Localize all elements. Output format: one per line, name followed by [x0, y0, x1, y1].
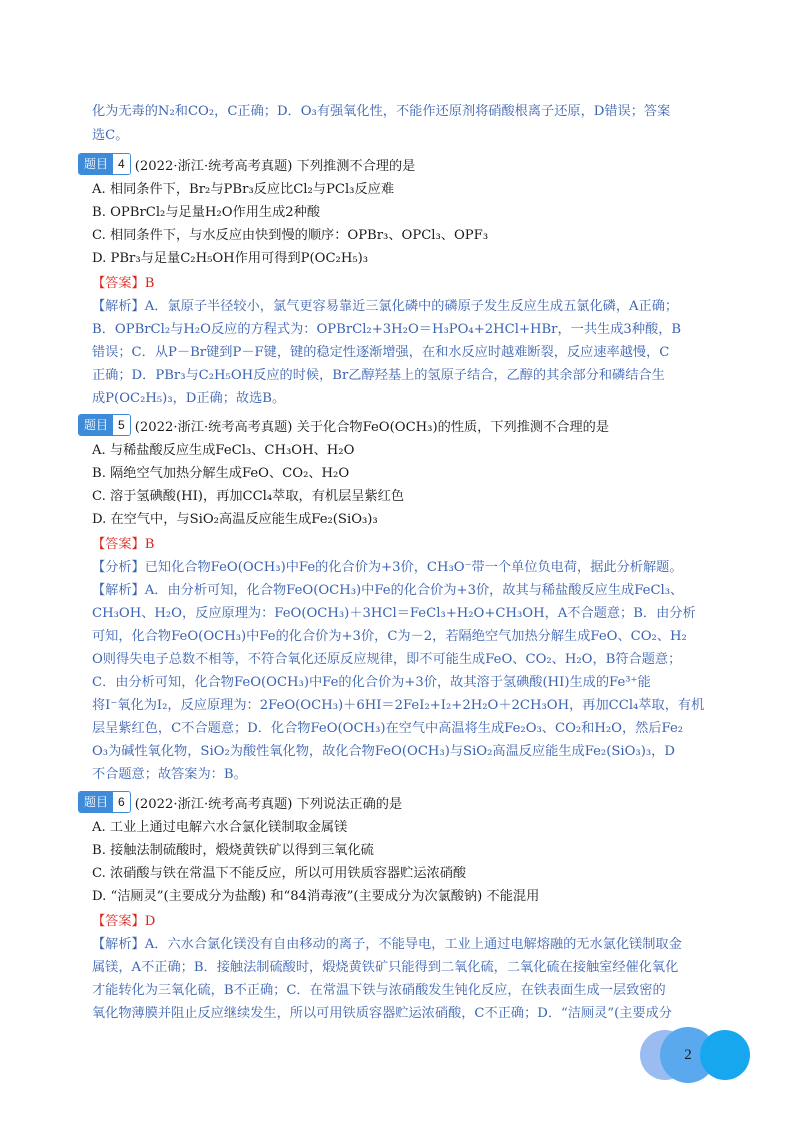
analysis-line: 【解析】A．六水合氯化镁没有自由移动的离子，不能导电，工业上通过电解熔融的无水氯化镁制取金 [92, 937, 682, 952]
option-a: A. 相同条件下，Br₂与PBr₃反应比Cl₂与PCl₃反应难 [92, 182, 395, 197]
option-d: D. PBr₃与足量C₂H₅OH作用可得到P(OC₂H₅)₃ [92, 251, 369, 266]
option-a: A. 与稀盐酸反应生成FeCl₃、CH₃OH、H₂O [92, 443, 355, 458]
analysis-line: 【解析】A．由分析可知，化合物FeO(OCH₃)中Fe的化合价为+3价，故其与稀盐酸反应生成FeCl₃、 [92, 583, 684, 598]
question-stem: (2022·浙江·统考高考真题) 下列推测不合理的是 [134, 158, 416, 174]
analysis-line: 成P(OC₂H₅)₃，D正确；故选B。 [92, 391, 286, 406]
analysis-line: C．由分析可知，化合物FeO(OCH₃)中Fe的化合价为+3价，故其溶于氢碘酸(HI)生成的Fe³⁺能 [92, 675, 651, 690]
intro-line-1: 化为无毒的N₂和CO₂，C正确；D．O₃有强氧化性，不能作还原剂将硝酸根离子还原，D错误；答案 [92, 104, 671, 119]
question-badge-number: 6 [113, 792, 130, 812]
analysis-line: 才能转化为三氧化硫，B不正确；C．在常温下铁与浓硝酸发生钝化反应，在铁表面生成一层致密的 [92, 983, 666, 998]
answer: 【答案】B [92, 276, 155, 291]
analysis-line: 【解析】A．氯原子半径较小，氯气更容易靠近三氯化磷中的磷原子发生反应生成五氯化磷，A正确； [92, 299, 679, 314]
question-badge-number: 4 [113, 154, 130, 174]
question-5-header [78, 415, 609, 435]
option-a: A. 工业上通过电解六水合氯化镁制取金属镁 [92, 820, 348, 835]
option-c: C. 相同条件下，与水反应由快到慢的顺序：OPBr₃、OPCl₃、OPF₃ [92, 228, 489, 243]
page-badge-right-circle [700, 1030, 750, 1080]
question-stem: (2022·浙江·统考高考真题) 关于化合物FeO(OCH₃)的性质，下列推测不合理的是 [134, 419, 610, 435]
analysis-line: 可知，化合物FeO(OCH₃)中Fe的化合价为+3价，C为－2，若隔绝空气加热分解生成FeO、CO₂、H₂ [92, 629, 687, 644]
analysis-line: 错误；C．从P－Br键到P－F键，键的稳定性逐渐增强，在和水反应时越难断裂，反应速率越慢，C [92, 345, 670, 360]
intro-line-2: 选C。 [92, 128, 129, 143]
answer: 【答案】B [92, 537, 155, 552]
analysis-line: 正确；D．PBr₃与C₂H₅OH反应的时候，Br乙醇羟基上的氢原子结合，乙醇的其余部分和磷结合生 [92, 368, 665, 383]
option-b: B. OPBrCl₂与足量H₂O作用生成2种酸 [92, 205, 321, 220]
analysis-line: 【分析】已知化合物FeO(OCH₃)中Fe的化合价为+3价，CH₃O⁻带一个单位负电荷，据此分析解题。 [92, 560, 683, 575]
question-badge-label: 题目 [79, 154, 113, 174]
analysis-line: O₃为碱性氧化物，SiO₂为酸性氧化物，故化合物FeO(OCH₃)与SiO₂高温反应能生成Fe₂(SiO₃)₃，D [92, 744, 675, 759]
analysis-line: O则得失电子总数不相等，不符合氧化还原反应规律，即不可能生成FeO、CO₂、H₂O，B符合题意； [92, 652, 682, 667]
question-badge [78, 414, 131, 436]
page-number: 2 [684, 1046, 692, 1063]
analysis-line: CH₃OH、H₂O，反应原理为：FeO(OCH₃)＋3HCl＝FeCl₃+H₂O+CH₃OH，A不合题意；B．由分析 [92, 606, 696, 621]
analysis-line: 层呈紫红色，C不合题意；D．化合物FeO(OCH₃)在空气中高温将生成Fe₂O₃、CO₂和H₂O，然后Fe₂ [92, 721, 684, 736]
analysis-line: 氧化物薄膜并阻止反应继续发生，所以可用铁质容器贮运浓硝酸，C不正确；D．“洁厕灵”(主要成分 [92, 1006, 672, 1021]
question-stem: (2022·浙江·统考高考真题) 下列说法正确的是 [134, 796, 403, 812]
option-c: C. 溶于氢碘酸(HI)，再加CCl₄萃取，有机层呈紫红色 [92, 489, 405, 504]
option-b: B. 接触法制硫酸时，煅烧黄铁矿以得到三氧化硫 [92, 843, 374, 858]
option-d: D. 在空气中，与SiO₂高温反应能生成Fe₂(SiO₃)₃ [92, 512, 378, 527]
analysis-line: 将I⁻氧化为I₂，反应原理为：2FeO(OCH₃)＋6HI＝2FeI₂+I₂+2H₂O＋2CH₃OH，再加CCl₄萃取，有机 [92, 698, 705, 713]
analysis-line: B．OPBrCl₂与H₂O反应的方程式为：OPBrCl₂+3H₂O＝H₃PO₄+2HCl+HBr，一共生成3种酸，B [92, 322, 682, 337]
question-badge-number: 5 [113, 415, 130, 435]
analysis-line: 不合题意；故答案为：B。 [92, 767, 247, 782]
question-badge [78, 791, 131, 813]
answer: 【答案】D [92, 914, 156, 929]
question-badge-label: 题目 [79, 415, 113, 435]
question-4-header [78, 154, 415, 174]
analysis-line: 属镁，A不正确；B．接触法制硫酸时，煅烧黄铁矿只能得到二氧化硫，二氧化硫在接触室经催化氧化 [92, 960, 679, 975]
question-badge [78, 153, 131, 175]
question-badge-label: 题目 [79, 792, 113, 812]
option-c: C. 浓硝酸与铁在常温下不能反应，所以可用铁质容器贮运浓硝酸 [92, 866, 467, 881]
option-b: B. 隔绝空气加热分解生成FeO、CO₂、H₂O [92, 466, 350, 481]
question-6-header [78, 792, 402, 812]
option-d: D. “洁厕灵”(主要成分为盐酸) 和“84消毒液”(主要成分为次氯酸钠) 不能混用 [92, 889, 540, 904]
